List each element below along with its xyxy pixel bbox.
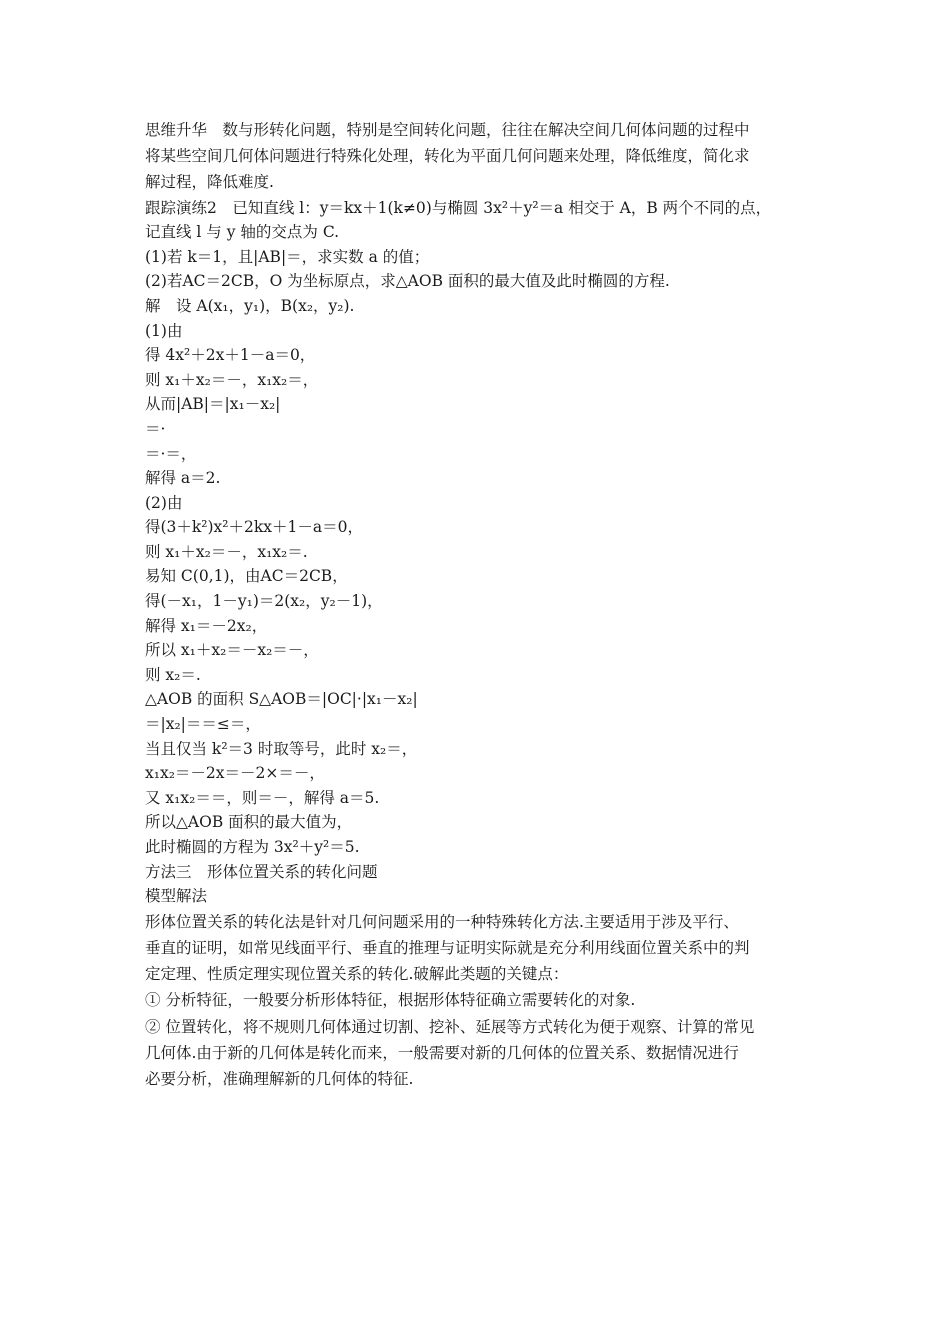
text-line: 定定理、性质定理实现位置关系的转化.破解此类题的关键点：	[145, 965, 569, 984]
text-line: 得(－x₁，1－y₁)＝2(x₂，y₂－1)，	[145, 592, 383, 611]
text-line: 方法三 形体位置关系的转化问题	[145, 862, 378, 881]
text-line: 当且仅当 k²＝3 时取等号，此时 x₂＝，	[145, 739, 418, 758]
text-line: 易知 C(0,1)，由AC＝2CB，	[145, 567, 348, 586]
text-line: 模型解法	[145, 887, 208, 906]
text-line: 此时椭圆的方程为 3x²＋y²＝5.	[145, 838, 360, 856]
text-line: ＝·＝，	[145, 444, 197, 463]
text-line: 所以△AOB 面积的最大值为，	[145, 813, 353, 832]
text-line: 将某些空间几何体问题进行特殊化处理，转化为平面几何问题来处理，降低维度，简化求	[145, 147, 750, 166]
text-line: 垂直的证明，如常见线面平行、垂直的推理与证明实际就是充分利用线面位置关系中的判	[145, 938, 750, 957]
text-line: 必要分析，准确理解新的几何体的特征.	[145, 1069, 414, 1088]
text-line: 跟踪演练2 已知直线 l：y＝kx＋1(k≠0)与椭圆 3x²＋y²＝a 相交于 A，B 两个不同的点，	[145, 198, 772, 217]
text-line: △AOB 的面积 S△AOB＝|OC|·|x₁－x₂|	[145, 690, 418, 709]
text-line: 则 x₂＝.	[145, 665, 201, 684]
text-line: 思维升华 数与形转化问题，特别是空间转化问题，往往在解决空间几何体问题的过程中	[145, 121, 750, 139]
text-line: 记直线 l 与 y 轴的交点为 C.	[145, 223, 340, 242]
text-line: 则 x₁＋x₂＝－，x₁x₂＝.	[145, 542, 308, 561]
text-line: 形体位置关系的转化法是针对几何问题采用的一种特殊转化方法.主要适用于涉及平行、	[145, 912, 739, 931]
text-line: 得(3＋k²)x²＋2kx＋1－a＝0，	[145, 518, 363, 537]
text-line: 则 x₁＋x₂＝－，x₁x₂＝，	[145, 370, 319, 389]
text-line: (2)由	[145, 493, 183, 512]
text-line: ① 分析特征，一般要分析形体特征，根据形体特征确立需要转化的对象.	[145, 991, 636, 1010]
text-line: (1)若 k＝1，且|AB|＝，求实数 a 的值；	[145, 247, 430, 266]
text-line: 所以 x₁＋x₂＝－x₂＝－，	[145, 641, 319, 660]
text-line: ② 位置转化，将不规则几何体通过切割、挖补、延展等方式转化为便于观察、计算的常见	[145, 1017, 755, 1036]
text-line: 解得 a＝2.	[145, 469, 221, 488]
text-line: ＝|x₂|＝＝≤＝，	[145, 715, 261, 734]
text-line: 解得 x₁＝－2x₂，	[145, 616, 268, 635]
text-line: 从而|AB|＝|x₁－x₂|	[145, 395, 281, 414]
text-line: x₁x₂＝－2x＝－2×＝－，	[145, 764, 325, 783]
document-page	[145, 117, 825, 1092]
text-line: 又 x₁x₂＝＝，则＝－，解得 a＝5.	[145, 788, 380, 807]
text-line: (1)由	[145, 321, 183, 340]
text-line: 解过程，降低难度.	[145, 173, 274, 192]
text-line: ＝·	[145, 419, 166, 438]
text-line: 几何体.由于新的几何体是转化而来，一般需要对新的几何体的位置关系、数据情况进行	[145, 1043, 739, 1062]
text-line: 得 4x²＋2x＋1－a＝0，	[145, 346, 316, 365]
text-line: 解 设 A(x₁，y₁)，B(x₂，y₂).	[145, 296, 355, 315]
text-line: (2)若AC＝2CB，O 为坐标原点，求△AOB 面积的最大值及此时椭圆的方程.	[145, 272, 670, 291]
